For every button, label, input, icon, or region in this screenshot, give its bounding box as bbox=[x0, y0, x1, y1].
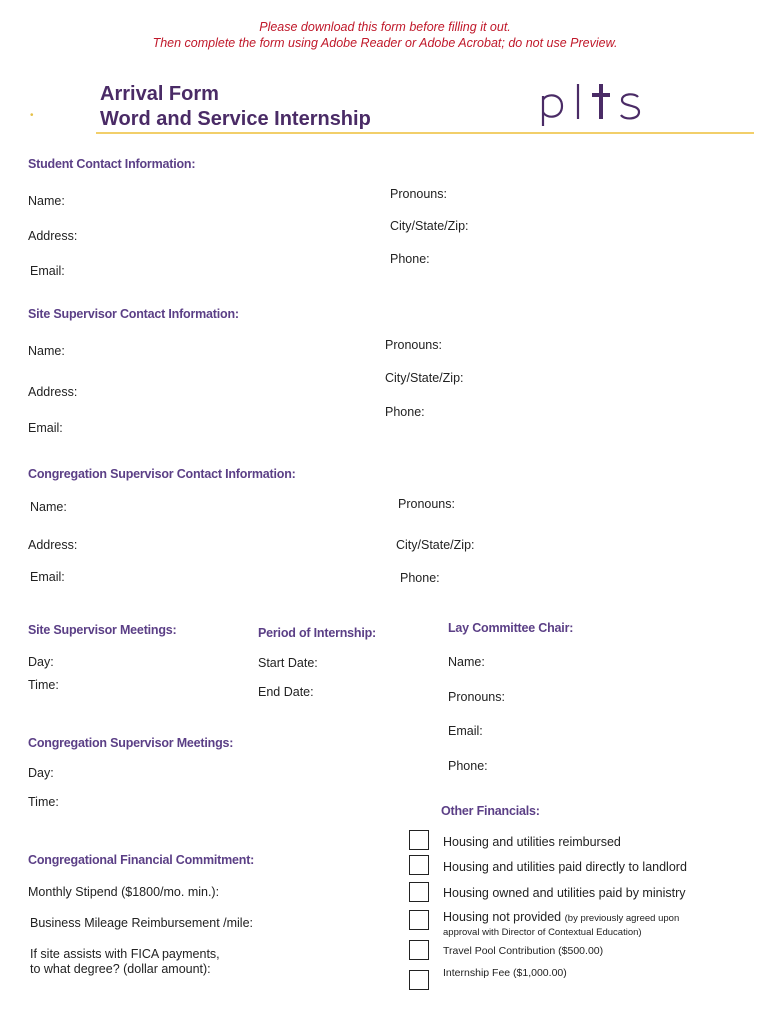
congregation-supervisor-heading: Congregation Supervisor Contact Information: bbox=[28, 467, 296, 481]
site-supervisor-address-label: Address: bbox=[28, 385, 78, 399]
student-address-label: Address: bbox=[28, 229, 78, 243]
lay-committee-pronouns-label: Pronouns: bbox=[448, 690, 505, 704]
congregation-supervisor-address-label: Address: bbox=[28, 538, 78, 552]
student-phone-label: Phone: bbox=[390, 252, 430, 266]
start-date-label: Start Date: bbox=[258, 656, 318, 670]
financial-commitment-heading: Congregational Financial Commitment: bbox=[28, 853, 255, 867]
end-date-label: End Date: bbox=[258, 685, 314, 699]
form-title: Arrival Form bbox=[100, 83, 219, 105]
internship-fee-checkbox[interactable] bbox=[409, 970, 429, 990]
site-supervisor-pronouns-label: Pronouns: bbox=[385, 338, 442, 352]
site-supervisor-email-label: Email: bbox=[28, 421, 63, 435]
site-meetings-time-label: Time: bbox=[28, 678, 59, 692]
header-divider bbox=[96, 132, 754, 134]
travel-pool-label: Travel Pool Contribution ($500.00) bbox=[443, 945, 604, 957]
student-city-label: City/State/Zip: bbox=[390, 219, 469, 233]
mileage-reimbursement-label: Business Mileage Reimbursement /mile: bbox=[30, 916, 254, 930]
housing-landlord-checkbox[interactable] bbox=[409, 855, 429, 875]
site-meetings-day-label: Day: bbox=[28, 655, 54, 669]
travel-pool-checkbox[interactable] bbox=[409, 940, 429, 960]
notice-line-1: Please download this form before filling it out. bbox=[259, 20, 511, 34]
housing-not-provided-note-2: approval with Director of Contextual Education) bbox=[443, 927, 642, 938]
student-name-label: Name: bbox=[28, 194, 65, 208]
student-email-label: Email: bbox=[30, 264, 65, 278]
lay-committee-phone-label: Phone: bbox=[448, 759, 488, 773]
housing-owned-label: Housing owned and utilities paid by ministry bbox=[443, 886, 686, 900]
lay-committee-heading: Lay Committee Chair: bbox=[448, 621, 574, 635]
fica-label-line-1: If site assists with FICA payments, bbox=[30, 947, 220, 961]
other-financials-heading: Other Financials: bbox=[441, 804, 540, 818]
housing-reimbursed-label: Housing and utilities reimbursed bbox=[443, 835, 621, 849]
notice-line-2: Then complete the form using Adobe Reader or Adobe Acrobat; do not use Preview. bbox=[152, 36, 618, 50]
student-contact-heading: Student Contact Information: bbox=[28, 157, 196, 171]
housing-not-provided-text: Housing not provided bbox=[443, 910, 562, 924]
site-supervisor-city-label: City/State/Zip: bbox=[385, 371, 464, 385]
congregation-meetings-heading: Congregation Supervisor Meetings: bbox=[28, 736, 234, 750]
internship-fee-label: Internship Fee ($1,000.00) bbox=[443, 967, 567, 979]
site-supervisor-name-label: Name: bbox=[28, 344, 65, 358]
form-subtitle: Word and Service Internship bbox=[100, 108, 371, 130]
housing-owned-checkbox[interactable] bbox=[409, 882, 429, 902]
congregation-supervisor-email-label: Email: bbox=[30, 570, 65, 584]
congregation-supervisor-phone-label: Phone: bbox=[400, 571, 440, 585]
monthly-stipend-label: Monthly Stipend ($1800/mo. min.): bbox=[28, 885, 220, 899]
housing-landlord-label: Housing and utilities paid directly to landlord bbox=[443, 860, 687, 874]
internship-period-heading: Period of Internship: bbox=[258, 626, 377, 640]
congregation-supervisor-city-label: City/State/Zip: bbox=[396, 538, 475, 552]
housing-not-provided-label bbox=[443, 910, 679, 924]
lay-committee-email-label: Email: bbox=[448, 724, 483, 738]
lay-committee-name-label: Name: bbox=[448, 655, 485, 669]
student-pronouns-label: Pronouns: bbox=[390, 187, 447, 201]
congregation-meetings-day-label: Day: bbox=[28, 766, 54, 780]
site-supervisor-heading: Site Supervisor Contact Information: bbox=[28, 307, 239, 321]
site-meetings-heading: Site Supervisor Meetings: bbox=[28, 623, 177, 637]
housing-not-provided-note-1: (by previously agreed upon bbox=[564, 913, 680, 924]
congregation-supervisor-pronouns-label: Pronouns: bbox=[398, 497, 455, 511]
fica-label-line-2: to what degree? (dollar amount): bbox=[30, 962, 211, 976]
decorative-dot: • bbox=[30, 110, 34, 121]
plts-logo bbox=[538, 82, 648, 135]
housing-not-provided-checkbox[interactable] bbox=[409, 910, 429, 930]
congregation-meetings-time-label: Time: bbox=[28, 795, 59, 809]
site-supervisor-phone-label: Phone: bbox=[385, 405, 425, 419]
congregation-supervisor-name-label: Name: bbox=[30, 500, 67, 514]
housing-reimbursed-checkbox[interactable] bbox=[409, 830, 429, 850]
